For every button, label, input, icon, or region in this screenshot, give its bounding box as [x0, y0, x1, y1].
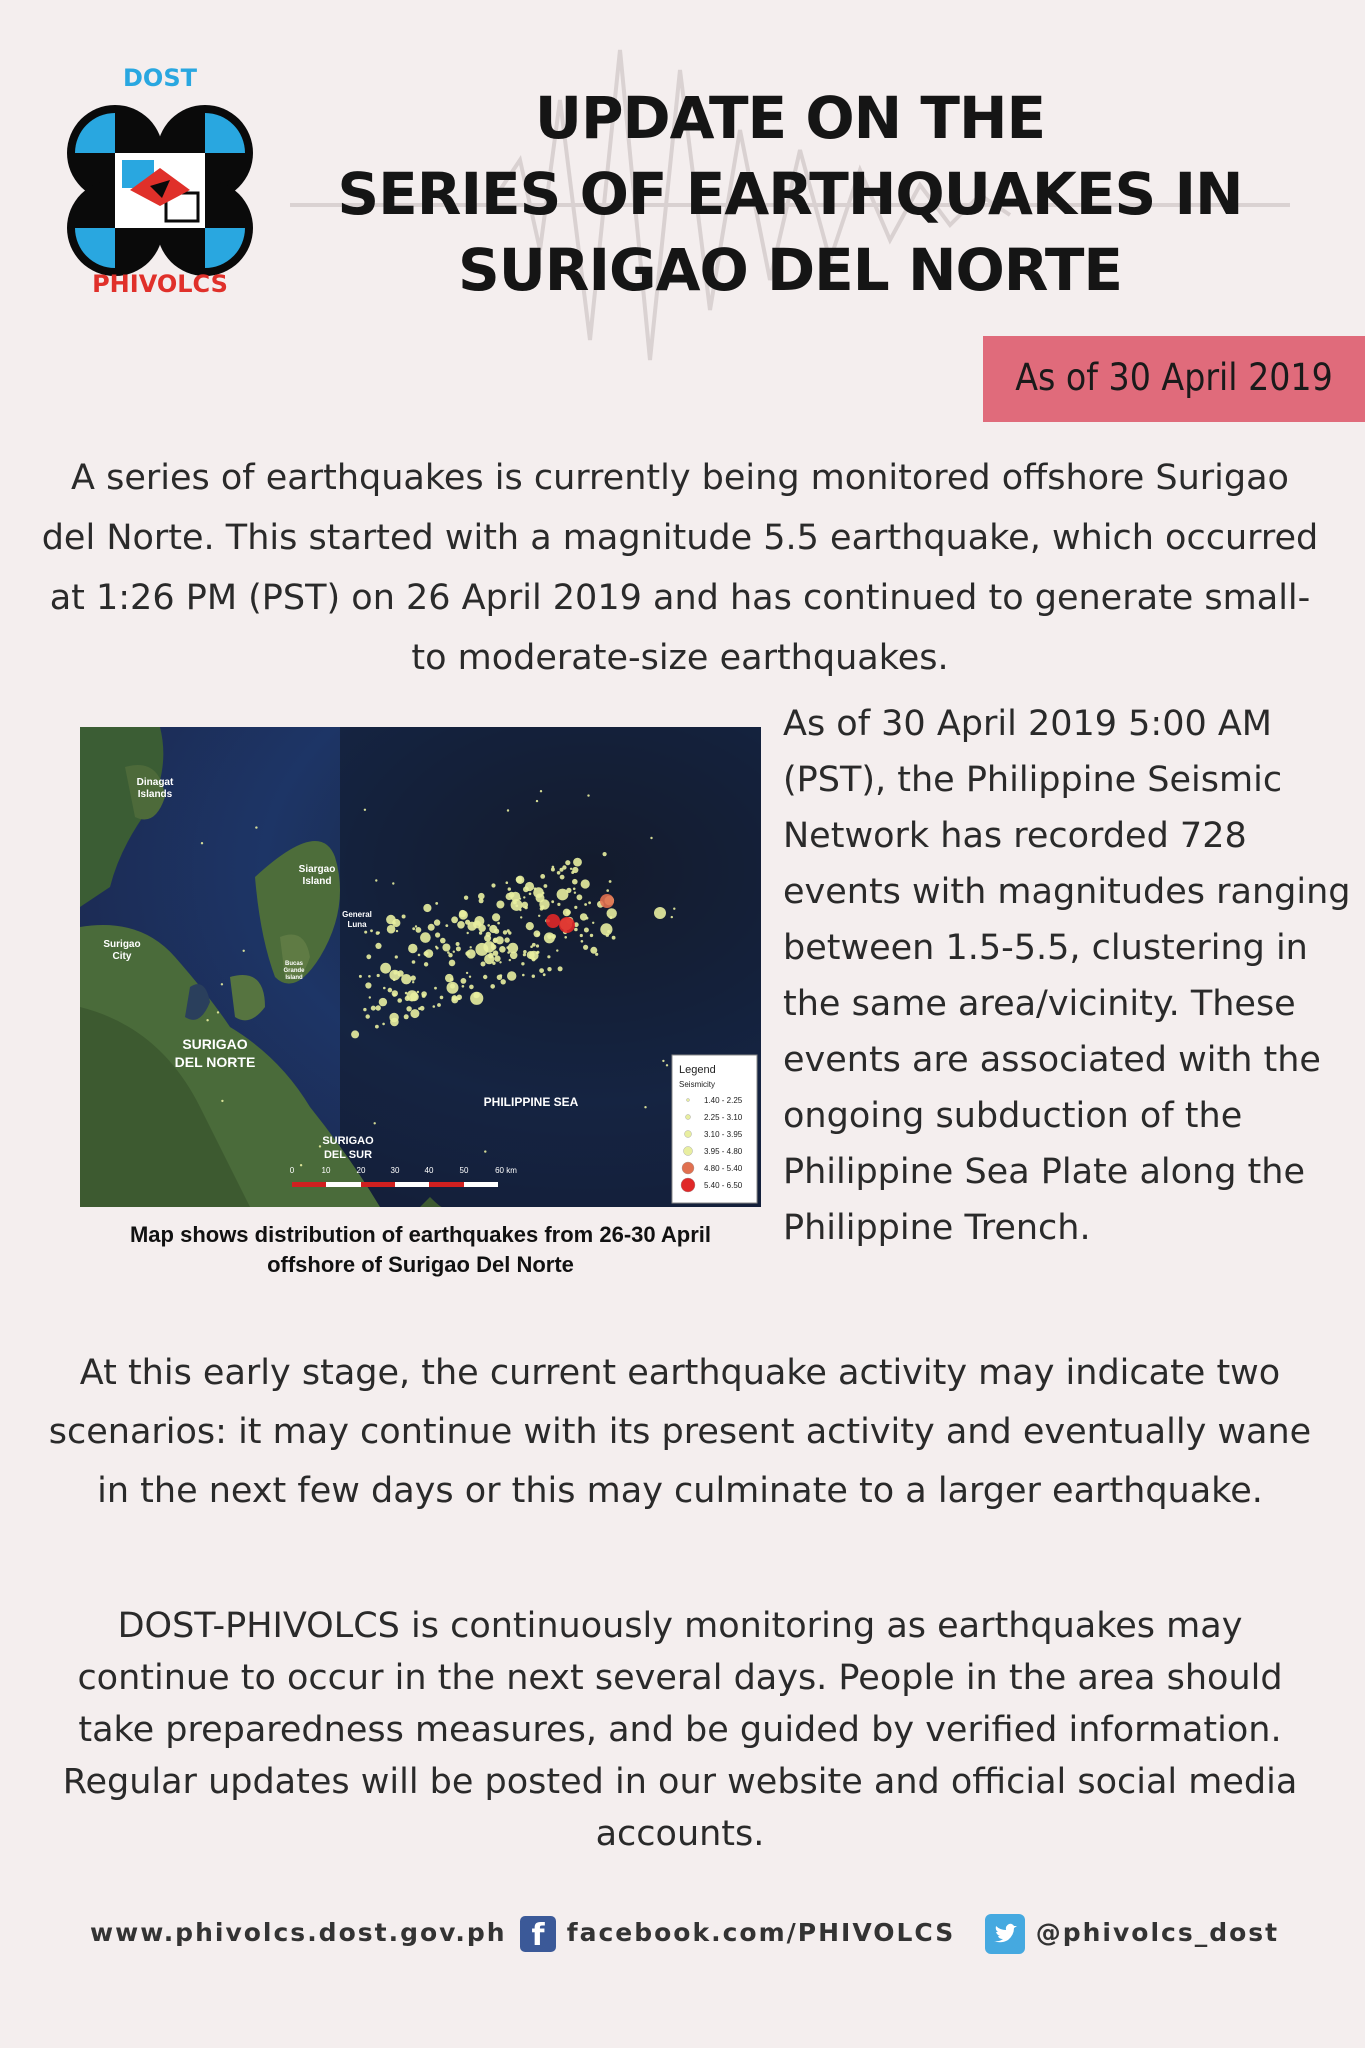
- label-bucas-2: Grande: [283, 968, 305, 974]
- earthquake-dot: [469, 985, 474, 990]
- legend-marker-2: [685, 1131, 692, 1138]
- earthquake-dot: [524, 906, 527, 909]
- earthquake-dot: [521, 962, 524, 965]
- earthquake-dot: [364, 809, 366, 811]
- earthquake-dot: [522, 974, 525, 977]
- label-general-luna-2: Luna: [347, 920, 367, 929]
- legend-label-3: 3.95 - 4.80: [704, 1147, 743, 1156]
- earthquake-dot: [386, 915, 396, 925]
- events-paragraph: As of 30 April 2019 5:00 AM (PST), the Philippine Seismic Network has recorded 728 events with magnitudes ranging between 1.5-5.5, clustering in the same area/vicinity. These events are associated with the ongoing subduction of the Philippine Sea Plate along the Philippine Trench.: [783, 704, 1351, 1248]
- earthquake-dot: [300, 1164, 302, 1166]
- earthquake-dot: [546, 914, 560, 928]
- legend-marker-0: [687, 1099, 690, 1102]
- earthquake-dot: [412, 927, 415, 930]
- earthquake-dot: [201, 842, 203, 844]
- label-surigao-sur-2: DEL SUR: [323, 1149, 373, 1161]
- earthquake-dot: [425, 949, 434, 958]
- earthquake-dot: [592, 922, 594, 924]
- earthquake-dot: [532, 975, 535, 978]
- earthquake-dot: [428, 924, 435, 931]
- earthquake-dot: [558, 966, 563, 971]
- earthquake-dot: [644, 1106, 646, 1108]
- earthquake-dot: [529, 893, 532, 896]
- earthquake-dot: [662, 1060, 664, 1062]
- earthquake-dot: [436, 947, 439, 950]
- earthquake-dot: [507, 929, 510, 932]
- earthquake-dot: [379, 998, 387, 1006]
- earthquake-dot: [523, 953, 526, 956]
- map-caption-line-2: offshore of Surigao Del Norte: [267, 1252, 574, 1277]
- earthquake-dot: [523, 896, 525, 898]
- earthquake-dot: [566, 888, 571, 893]
- earthquake-dot: [206, 1019, 208, 1021]
- earthquake-dot: [479, 898, 484, 903]
- earthquake-dot: [368, 975, 371, 978]
- earthquake-dot: [510, 952, 518, 960]
- facebook-icon: f: [520, 1916, 556, 1952]
- earthquake-dot: [389, 1013, 398, 1022]
- earthquake-dot: [451, 916, 458, 923]
- earthquake-dot: [499, 946, 506, 953]
- earthquake-dot: [585, 917, 588, 920]
- earthquake-dot: [544, 932, 555, 943]
- earthquake-dot: [609, 880, 612, 883]
- legend-label-4: 4.80 - 5.40: [704, 1164, 743, 1173]
- facebook-handle: facebook.com/PHIVOLCS: [566, 1918, 956, 1947]
- earthquake-dot: [464, 896, 468, 900]
- earthquake-dot: [506, 881, 509, 884]
- earthquake-dot: [559, 917, 575, 933]
- logo-top-text: DOST: [123, 64, 197, 92]
- scale-label-10: 10: [321, 1166, 331, 1175]
- earthquake-dot: [423, 904, 431, 912]
- earthquake-dot: [487, 924, 490, 927]
- earthquake-dot: [388, 988, 393, 993]
- earthquake-dot: [382, 1023, 385, 1026]
- earthquake-map: [80, 727, 761, 1207]
- earthquake-dot: [418, 954, 421, 957]
- earthquake-dot: [540, 874, 545, 879]
- earthquake-dot: [437, 1003, 441, 1007]
- legend-title: Legend: [679, 1064, 716, 1076]
- map-caption: [80, 1220, 761, 1280]
- earthquake-dot: [516, 876, 524, 884]
- earthquake-dot: [572, 879, 578, 885]
- earthquake-dot: [671, 916, 673, 918]
- label-siargao-1: Siargao: [298, 864, 336, 875]
- earthquake-dot: [378, 932, 380, 934]
- earthquake-dot: [412, 981, 414, 983]
- earthquake-dot: [434, 919, 440, 925]
- earthquake-dot: [581, 940, 584, 943]
- earthquake-dot: [557, 903, 560, 906]
- earthquake-dot: [397, 998, 402, 1003]
- earthquake-dot: [420, 932, 431, 943]
- label-bucas-3: Island: [285, 975, 303, 981]
- earthquake-dot: [442, 944, 450, 952]
- earthquake-dot: [412, 960, 416, 964]
- earthquake-dot: [566, 910, 571, 915]
- earthquake-dot: [422, 994, 426, 998]
- earthquake-dot: [610, 916, 613, 919]
- earthquake-dot: [434, 987, 437, 990]
- earthquake-dot: [445, 924, 448, 927]
- earthquake-dot: [587, 794, 589, 796]
- earthquake-dot: [570, 868, 572, 870]
- earthquake-dot: [479, 931, 482, 934]
- earthquake-dot: [406, 1006, 411, 1011]
- earthquake-dot: [435, 932, 440, 937]
- earthquake-dot: [375, 879, 377, 881]
- label-surigao-sur-1: SURIGAO: [322, 1135, 374, 1147]
- label-dinagat-2: Islands: [137, 789, 173, 800]
- earthquake-dot: [509, 892, 515, 898]
- earthquake-dot: [451, 996, 458, 1003]
- legend-marker-4: [682, 1162, 694, 1174]
- legend-marker-3: [684, 1147, 693, 1156]
- label-philippine-sea: PHILIPPINE SEA: [483, 1095, 579, 1109]
- earthquake-dot: [402, 915, 406, 919]
- earthquake-dot: [473, 920, 481, 928]
- earthquake-dot: [408, 944, 417, 953]
- earthquake-dot: [529, 951, 539, 961]
- earthquake-dot: [470, 946, 472, 948]
- earthquake-dot: [396, 930, 398, 932]
- earthquake-dot: [536, 893, 545, 902]
- website-link[interactable]: www.phivolcs.dost.gov.ph: [90, 1918, 507, 1947]
- earthquake-dot: [547, 967, 551, 971]
- earthquake-dot: [416, 927, 422, 933]
- earthquake-dot: [456, 946, 461, 951]
- earthquake-dot: [560, 875, 565, 880]
- earthquake-dot: [489, 925, 497, 933]
- facebook-link[interactable]: [520, 1912, 955, 1954]
- earthquake-dot: [503, 930, 507, 934]
- earthquake-dot: [493, 950, 499, 956]
- earthquake-dot: [590, 947, 597, 954]
- earthquake-dot: [536, 933, 540, 937]
- earthquake-dot: [557, 871, 561, 875]
- earthquake-dot: [363, 1008, 366, 1011]
- earthquake-dot: [607, 930, 610, 933]
- earthquake-dot: [650, 837, 652, 839]
- earthquake-dot: [490, 984, 495, 989]
- page-title: [320, 80, 1260, 308]
- label-surigao-city-1: Surigao: [103, 939, 141, 950]
- earthquake-dot: [556, 949, 558, 951]
- earthquake-dot: [483, 941, 495, 953]
- earthquake-dot: [486, 932, 491, 937]
- twitter-link[interactable]: [985, 1912, 1279, 1954]
- earthquake-dot: [405, 996, 410, 1001]
- legend-subtitle: Seismicity: [679, 1080, 716, 1089]
- earthquake-dot: [366, 1014, 370, 1018]
- earthquake-dot: [519, 898, 521, 900]
- earthquake-dot: [534, 887, 537, 890]
- scale-label-30: 30: [390, 1166, 400, 1175]
- legend-marker-5: [681, 1178, 695, 1192]
- earthquake-dot: [376, 1005, 381, 1010]
- earthquake-dot: [551, 900, 554, 903]
- earthquake-dot: [484, 954, 494, 964]
- earthquake-dot: [364, 931, 367, 934]
- earthquake-dot: [415, 925, 417, 927]
- earthquake-dot: [536, 800, 538, 802]
- footer: [90, 1912, 1290, 1962]
- earthquake-dot: [547, 955, 550, 958]
- earthquake-dot: [539, 968, 544, 973]
- earthquake-dot: [496, 901, 504, 909]
- earthquake-dot: [440, 996, 444, 1000]
- earthquake-dot: [565, 860, 570, 865]
- earthquake-dot: [387, 925, 396, 934]
- earthquake-dot: [483, 975, 487, 979]
- earthquake-dot: [673, 908, 675, 910]
- earthquake-dot: [417, 991, 419, 993]
- earthquake-dot: [654, 907, 666, 919]
- earthquake-dot: [405, 992, 408, 995]
- earthquake-dot: [433, 1005, 436, 1008]
- earthquake-dot: [560, 868, 564, 872]
- earthquake-dot: [456, 942, 460, 946]
- earthquake-dot: [501, 979, 506, 984]
- earthquake-dot: [370, 929, 373, 932]
- earthquake-dot: [515, 904, 518, 907]
- earthquake-dot: [504, 937, 509, 942]
- legend-label-2: 3.10 - 3.95: [704, 1130, 743, 1139]
- date-badge: [983, 336, 1365, 422]
- earthquake-dot: [392, 882, 394, 884]
- earthquake-dot: [410, 1009, 419, 1018]
- earthquake-dot: [564, 936, 567, 939]
- date-badge-text: As of 30 April 2019: [1015, 356, 1333, 399]
- earthquake-dot: [371, 1006, 376, 1011]
- earthquake-dot: [509, 959, 511, 961]
- earthquake-dot: [389, 970, 400, 981]
- earthquake-dot: [520, 916, 522, 918]
- scale-label-20: 20: [356, 1166, 366, 1175]
- earthquake-dot: [507, 951, 510, 954]
- legend-marker-1: [686, 1115, 691, 1120]
- earthquake-dot: [497, 922, 500, 925]
- earthquake-dot: [457, 921, 465, 929]
- earthquake-dot: [465, 951, 470, 956]
- legend-label-1: 2.25 - 3.10: [704, 1113, 743, 1122]
- earthquake-dot: [453, 951, 455, 953]
- earthquake-dot: [491, 883, 495, 887]
- earthquake-dot: [542, 892, 545, 895]
- earthquake-dot: [221, 1100, 223, 1102]
- earthquake-dot: [359, 975, 362, 978]
- legend-label-0: 1.40 - 2.25: [704, 1096, 743, 1105]
- earthquake-dot: [551, 868, 555, 872]
- earthquake-dot: [410, 999, 413, 1002]
- earthquake-dot: [392, 990, 398, 996]
- earthquake-dot: [572, 867, 578, 873]
- earthquake-dot: [606, 889, 609, 892]
- earthquake-dot: [590, 934, 593, 937]
- earthquake-dot: [600, 894, 614, 908]
- scenario-paragraph: At this early stage, the current earthquake activity may indicate two scenarios: it may continue with its present activity and eventually wane in the next few days or this may culminate to a larger earthquake.: [48, 1353, 1312, 1511]
- scale-label-40: 40: [424, 1166, 434, 1175]
- earthquake-dot: [584, 903, 587, 906]
- earthquake-dot: [450, 984, 455, 989]
- twitter-handle: @phivolcs_dost: [1035, 1918, 1280, 1947]
- dost-phivolcs-logo: [60, 60, 260, 300]
- earthquake-dot: [365, 982, 371, 988]
- earthquake-dot: [526, 922, 534, 930]
- earthquake-dot: [574, 906, 577, 909]
- earthquake-dot: [461, 978, 467, 984]
- earthquake-dot: [538, 915, 540, 917]
- scale-label-50: 50: [459, 1166, 469, 1175]
- earthquake-dot: [440, 938, 446, 944]
- earthquake-dot: [574, 892, 576, 894]
- earthquake-dot: [395, 955, 398, 958]
- earthquake-dot: [574, 928, 578, 932]
- map-caption-line-1: Map shows distribution of earthquakes from 26-30 April: [129, 1222, 712, 1247]
- earthquake-dot: [493, 938, 498, 943]
- title-line-3: SURIGAO DEL NORTE: [457, 236, 1123, 304]
- earthquake-dot: [583, 945, 588, 950]
- earthquake-dot: [467, 932, 469, 934]
- earthquake-dot: [377, 974, 380, 977]
- earthquake-dot: [375, 943, 381, 949]
- earthquake-dot: [450, 978, 454, 982]
- earthquake-dot: [375, 1025, 379, 1029]
- earthquake-dot: [666, 1064, 668, 1066]
- monitoring-paragraph: DOST-PHIVOLCS is continuously monitoring as earthquakes may continue to occur in the next several days. People in the area should take preparedness measures, and be guided by verified information. Regular updates will be posted in our website and official social media accounts.: [62, 1606, 1298, 1854]
- scale-label-0: 0: [289, 1166, 295, 1175]
- earthquake-dot: [541, 905, 545, 909]
- earthquake-dot: [612, 936, 616, 940]
- earthquake-dot: [401, 974, 411, 984]
- earthquake-dot: [603, 852, 607, 856]
- earthquake-dot: [448, 953, 452, 957]
- earthquake-dot: [424, 962, 428, 966]
- earthquake-dot: [469, 976, 471, 978]
- earthquake-dot: [540, 790, 542, 792]
- earthquake-dot: [543, 973, 546, 976]
- earthquake-dot: [462, 985, 465, 988]
- earthquake-dot: [577, 894, 583, 900]
- earthquake-dot: [243, 950, 245, 952]
- earthquake-dot: [523, 950, 527, 954]
- label-bucas-1: Bucas: [284, 961, 304, 967]
- earthquake-dot: [484, 1150, 486, 1152]
- label-surigao-city-2: City: [112, 951, 132, 962]
- earthquake-dot: [466, 972, 468, 974]
- intro-paragraph: A series of earthquakes is currently being monitored offshore Surigao del Norte. This started with a magnitude 5.5 earthquake, which occurred at 1:26 PM (PST) on 26 April 2019 and has continued to generate small- to moderate-size earthquakes.: [41, 458, 1319, 678]
- earthquake-dot: [449, 960, 456, 967]
- earthquake-dot: [366, 954, 371, 959]
- earthquake-dot: [588, 901, 591, 904]
- earthquake-dot: [499, 961, 501, 963]
- scale-bar: [292, 1182, 498, 1187]
- label-surigao-norte-1: SURIGAO: [182, 1036, 248, 1052]
- twitter-icon: [985, 1914, 1025, 1954]
- earthquake-dot: [573, 858, 582, 867]
- earthquake-dot: [506, 946, 509, 949]
- earthquake-dot: [606, 934, 609, 937]
- earthquake-dot: [581, 879, 590, 888]
- title-line-2: SERIES OF EARTHQUAKES IN: [337, 160, 1243, 228]
- earthquake-dot: [369, 996, 371, 998]
- earthquake-dot: [217, 1011, 219, 1013]
- earthquake-dot: [404, 1014, 409, 1019]
- earthquake-dot: [507, 809, 509, 811]
- earthquake-dot: [499, 974, 502, 977]
- earthquake-dot: [595, 953, 598, 956]
- earthquake-dot: [584, 928, 589, 933]
- earthquake-dot: [507, 971, 516, 980]
- map-legend: [672, 1055, 757, 1203]
- earthquake-dot: [351, 1030, 359, 1038]
- earthquake-dot: [525, 882, 534, 891]
- earthquake-dot: [374, 1122, 376, 1124]
- logo-bottom-text: PHIVOLCS: [92, 270, 228, 298]
- label-dinagat-1: Dinagat: [136, 777, 174, 788]
- earthquake-dot: [544, 884, 548, 888]
- scale-label-60: 60 km: [495, 1166, 517, 1175]
- label-siargao-2: Island: [302, 876, 332, 887]
- earthquake-dot: [255, 826, 257, 828]
- earthquake-dot: [494, 955, 500, 961]
- earthquake-dot: [600, 923, 612, 935]
- earthquake-dot: [508, 887, 511, 890]
- legend-label-5: 5.40 - 6.50: [704, 1181, 743, 1190]
- earthquake-dot: [319, 1145, 321, 1147]
- earthquake-dot: [474, 992, 480, 998]
- label-surigao-norte-2: DEL NORTE: [174, 1054, 256, 1070]
- earthquake-dot: [530, 945, 533, 948]
- earthquake-dot: [580, 934, 583, 937]
- earthquake-dot: [435, 902, 438, 905]
- earthquake-dot: [383, 987, 386, 990]
- earthquake-dot: [536, 944, 539, 947]
- earthquake-dot: [459, 910, 468, 919]
- earthquake-dot: [221, 983, 223, 985]
- earthquake-dot: [481, 962, 486, 967]
- earthquake-dot: [418, 1007, 421, 1010]
- title-line-1: UPDATE ON THE: [534, 84, 1046, 152]
- earthquake-dot: [492, 913, 500, 921]
- label-general-luna-1: General: [342, 910, 372, 919]
- earthquake-dot: [380, 963, 391, 974]
- earthquake-dot: [573, 888, 576, 891]
